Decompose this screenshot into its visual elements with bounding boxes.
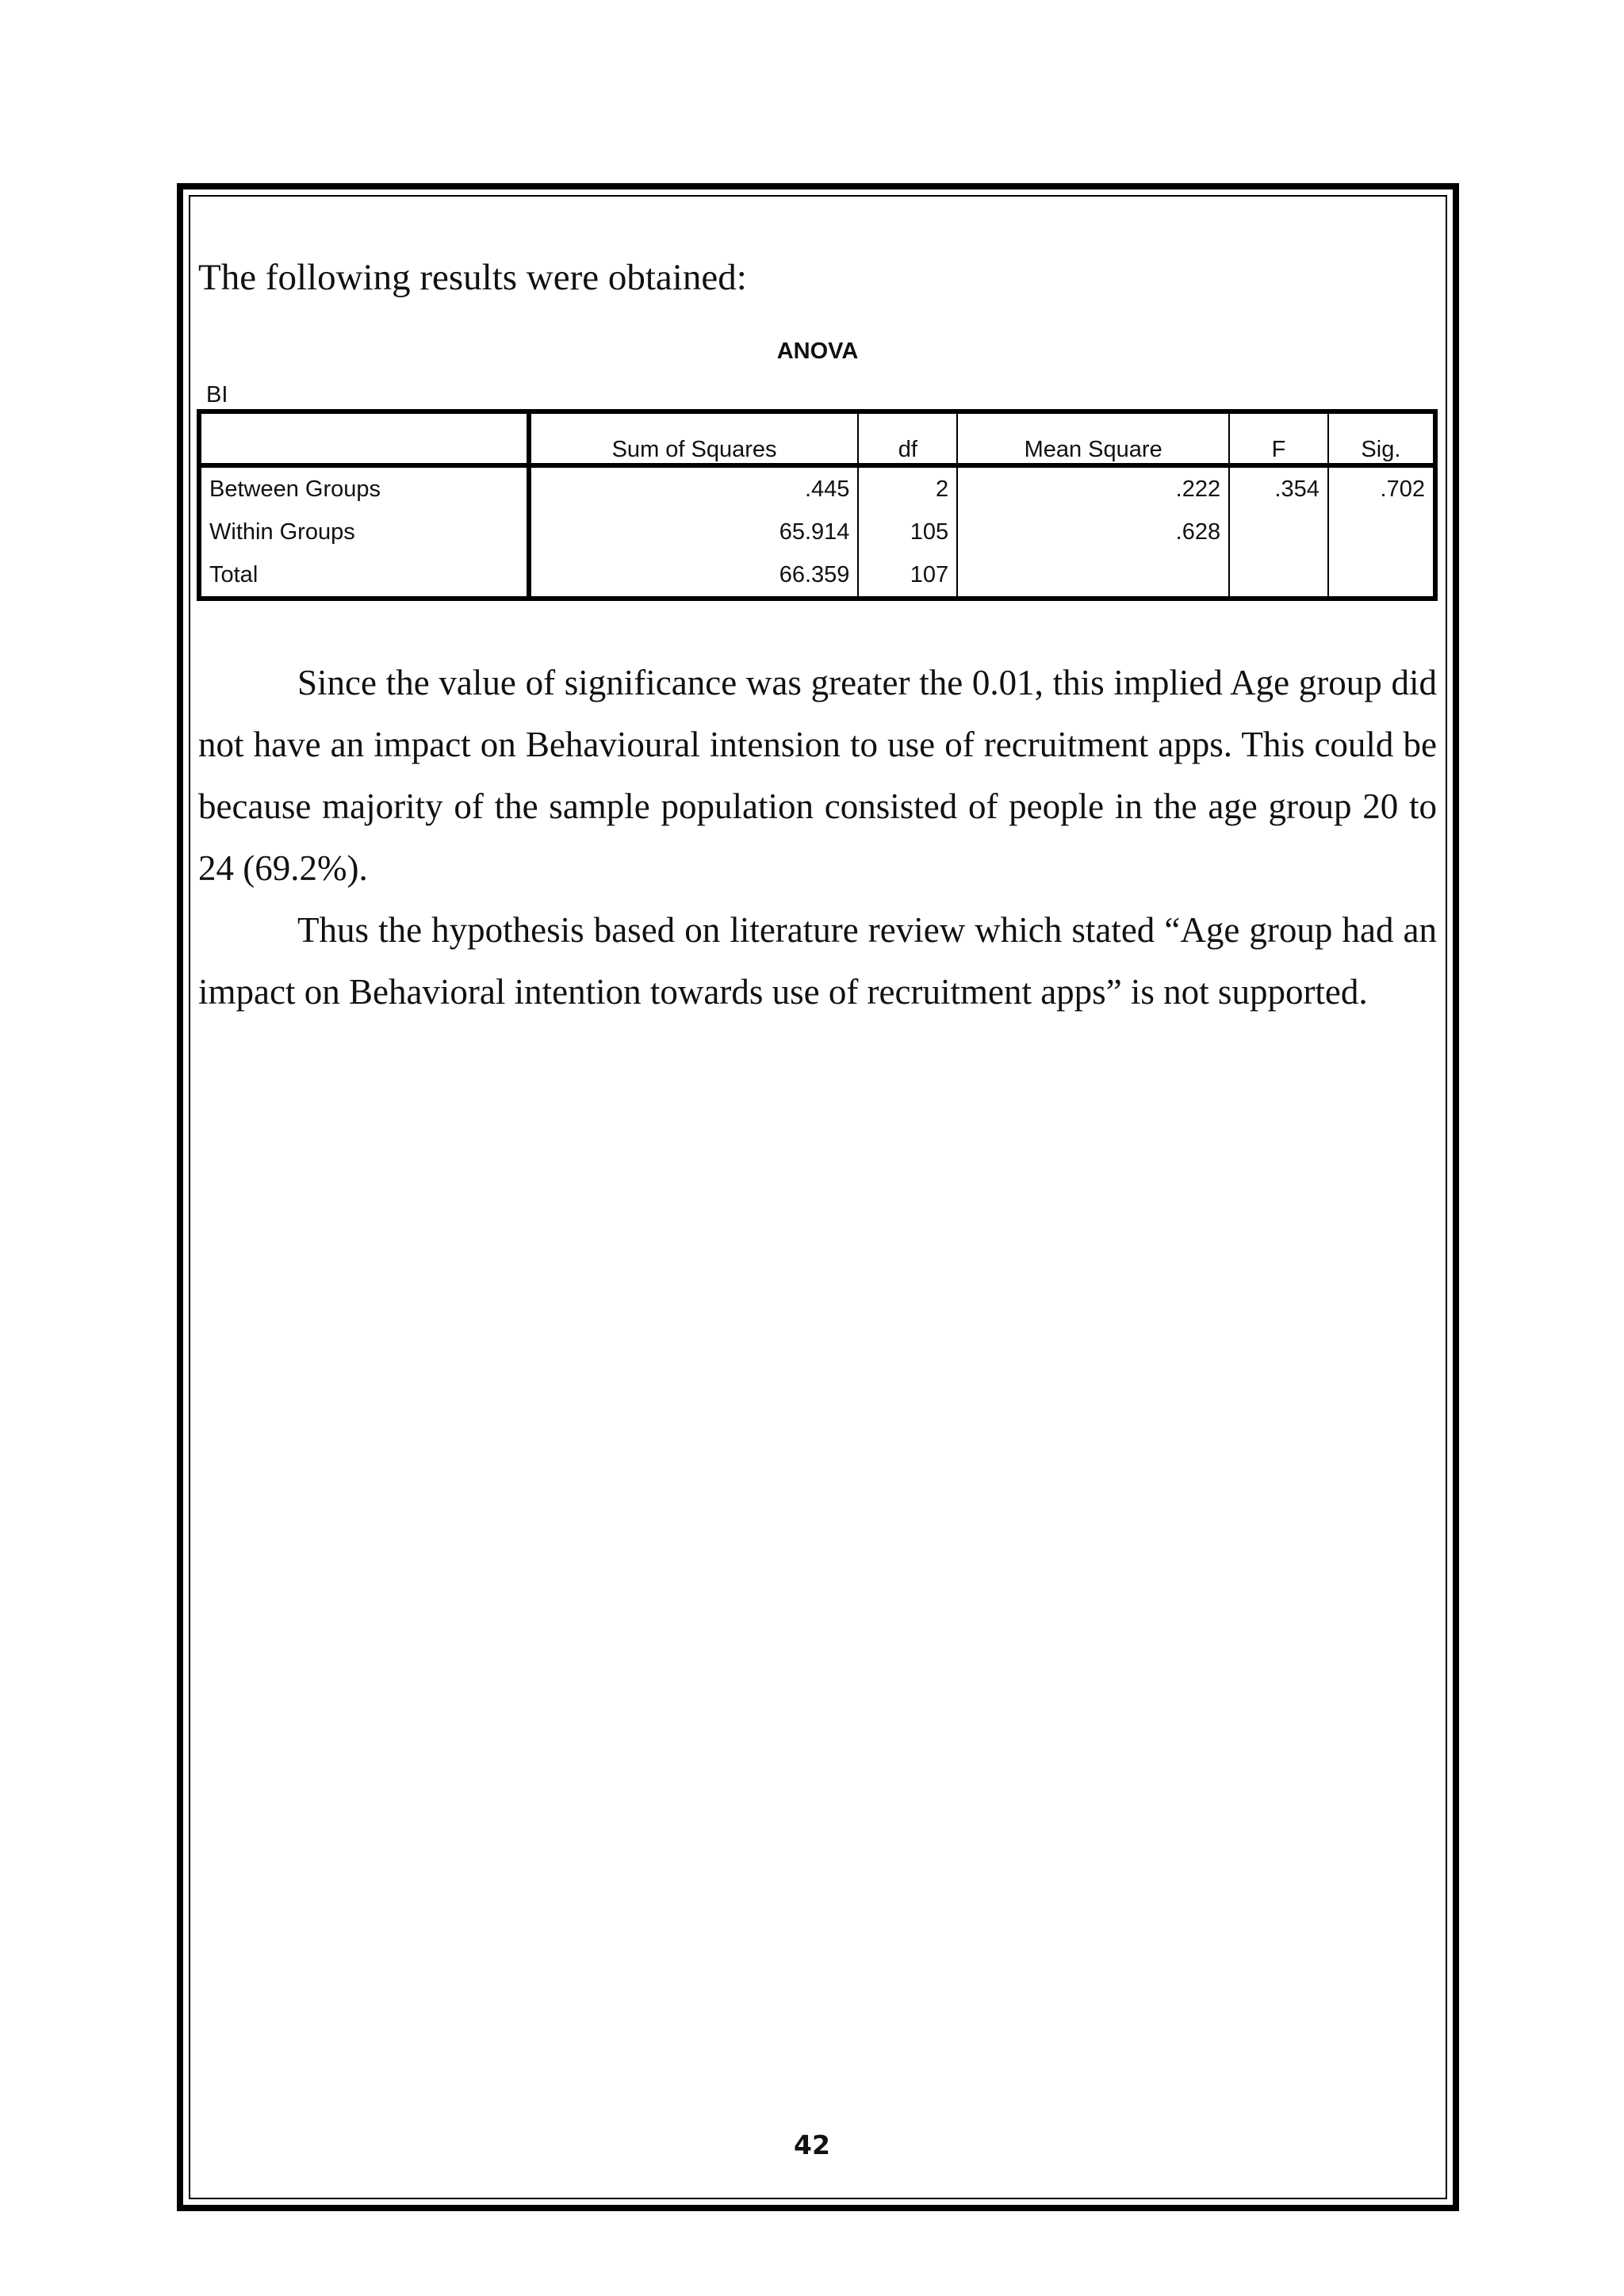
intro-text: The following results were obtained: [198,257,747,298]
column-header-sig: Sig. [1328,411,1435,465]
row-label: Between Groups [199,465,529,511]
table-row [199,511,1435,553]
cell-sig [1328,553,1435,599]
cell-sum-of-squares: .445 [529,465,859,511]
anova-table [197,409,1438,601]
table-title: ANOVA [776,339,859,364]
column-header-df: df [858,411,957,465]
cell-sum-of-squares: 66.359 [529,553,859,599]
table-row [199,553,1435,599]
cell-df: 2 [858,465,957,511]
cell-sum-of-squares: 65.914 [529,511,859,553]
row-label: Total [199,553,529,599]
paragraph-text: Since the value of significance was greater the 0.01, this implied Age group did not have an impact on Behavioural intension to use of recruitment apps. This could be because majority of the sample population consisted of people in the age group 20 to 24 (69.2%). [198,663,1437,888]
column-header-f: F [1229,411,1328,465]
column-header-sum-of-squares: Sum of Squares [529,411,859,465]
paragraph-text: Thus the hypothesis based on literature review which stated “Age group had an impact on Behavioral intention towards use of recruitment apps” is not supported. [198,910,1437,1012]
cell-f: .354 [1229,465,1328,511]
column-header-mean-square: Mean Square [957,411,1229,465]
cell-sig: .702 [1380,476,1425,502]
page-number: 42 [794,2130,830,2160]
table-row [199,465,1435,511]
cell-df: 107 [858,553,957,599]
cell-f [1229,511,1328,553]
dependent-variable-label: BI [206,382,228,408]
paragraph-hypothesis [198,899,1437,1023]
cell-mean-square [957,553,1229,599]
column-header-label [199,411,529,465]
cell-f [1229,553,1328,599]
paragraph-conclusion [198,652,1437,899]
cell-sig [1328,511,1435,553]
cell-mean-square: .222 [957,465,1229,511]
cell-mean-square: .628 [957,511,1229,553]
row-label: Within Groups [199,511,529,553]
cell-df: 105 [858,511,957,553]
table-header-row [199,411,1435,465]
